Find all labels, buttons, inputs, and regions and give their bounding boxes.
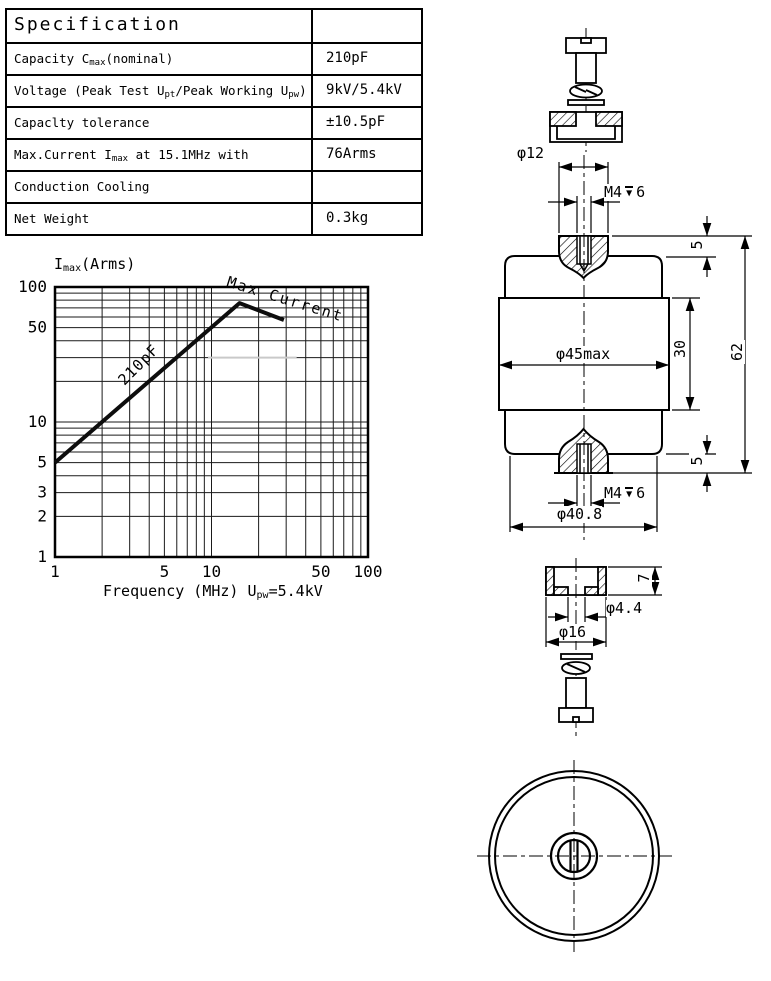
depth-value: 6 [636, 484, 646, 502]
y-title-main: I [54, 255, 64, 273]
depth-symbol-icon: ▼ [626, 188, 633, 199]
chart-annotation: 210pF [114, 340, 163, 389]
dim-phi4-4-label: φ4.4 [606, 599, 643, 617]
m4-text: M4 [604, 183, 623, 201]
dim-30-label: 30 [672, 337, 688, 361]
x-tick-label: 100 [353, 562, 383, 581]
screw-shank-top [576, 53, 596, 83]
spec-label: Capacity $C_{max}(nominal)$ [7, 44, 313, 74]
depth-value: 6 [636, 183, 646, 201]
m4-text: M4 [604, 484, 623, 502]
x-title-sub: pw [256, 590, 269, 601]
spec-label: Max.Current $I_{max}$ at 15.1MHz with [7, 140, 313, 170]
dim-phi16-label: φ16 [559, 623, 587, 641]
spec-value: 9kV/5.4kV [326, 82, 402, 98]
screw-shank-bottom [566, 678, 586, 708]
dim-phi45max-label: φ45max [556, 345, 611, 363]
table-header: Specification [7, 10, 313, 42]
y-tick-label: 1 [37, 547, 47, 566]
spec-value: 76Arms [326, 146, 377, 162]
specification-table [5, 8, 423, 236]
spec-label: Conduction Cooling [7, 172, 313, 202]
table-header-row [7, 10, 421, 44]
spring-washer-bottom [562, 662, 590, 674]
x-tick-label: 10 [201, 562, 222, 581]
y-tick-label: 2 [37, 506, 47, 526]
y-tick-label: 50 [27, 317, 47, 337]
dim-7-label: 7 [636, 570, 652, 586]
spec-label: Net Weight [7, 204, 313, 234]
dim-phi12-label: φ12 [517, 144, 545, 162]
y-tick-label: 5 [37, 452, 47, 472]
table-header-empty-cell [313, 10, 421, 42]
y-tick-label: 100 [18, 277, 47, 296]
x-title-main: Frequency (MHz) U [103, 582, 257, 600]
max-current-line [55, 303, 284, 463]
table-row [7, 204, 421, 234]
spec-value: 0.3kg [326, 210, 369, 226]
spec-value: ±10.5pF [326, 114, 386, 130]
cap-bushing [550, 112, 622, 142]
x-tick-label: 50 [311, 562, 331, 581]
x-tick-label: 1 [50, 562, 60, 581]
imax-frequency-chart [0, 250, 430, 610]
dim-5-top-label: 5 [689, 237, 705, 253]
spec-value: 210pF [326, 50, 369, 66]
spec-label: Voltage (Peak Test $U_{pt}$/Peak Working $U_{pw}$) [7, 76, 313, 106]
dim-62-label: 62 [729, 340, 745, 364]
dim-m4-depth-top-label [604, 184, 645, 201]
table-row [7, 140, 421, 172]
table-row [7, 108, 421, 140]
flat-washer-bottom [561, 654, 592, 659]
bottom-view [477, 760, 672, 952]
top-screw-assembly [550, 28, 622, 152]
x-tick-label: 5 [159, 562, 170, 581]
dim-m4-depth-bottom-label [604, 485, 645, 502]
table-body [7, 44, 421, 234]
dim-5-bottom-label: 5 [689, 453, 705, 469]
flat-washer-top [568, 100, 604, 105]
y-title-unit: (Arms) [81, 255, 136, 273]
x-title-value: =5.4kV [268, 582, 323, 600]
y-tick-label: 10 [27, 412, 47, 431]
table-row [7, 44, 421, 76]
table-row [7, 76, 421, 108]
chart-x-axis-title [103, 582, 323, 601]
y-tick-label: 3 [37, 482, 47, 502]
y-title-sub: max [63, 263, 82, 274]
table-row [7, 172, 421, 204]
chart-annotation: Max Current [224, 272, 346, 326]
screw-slot-bottom [573, 717, 579, 722]
depth-symbol-icon: ▼ [626, 489, 633, 500]
spec-label: Capaclty tolerance [7, 108, 313, 138]
dim-phi40-8-label: φ40.8 [557, 505, 603, 523]
spec-value [313, 172, 421, 202]
spring-washer-top [570, 85, 602, 98]
screw-slot-top [581, 38, 591, 43]
